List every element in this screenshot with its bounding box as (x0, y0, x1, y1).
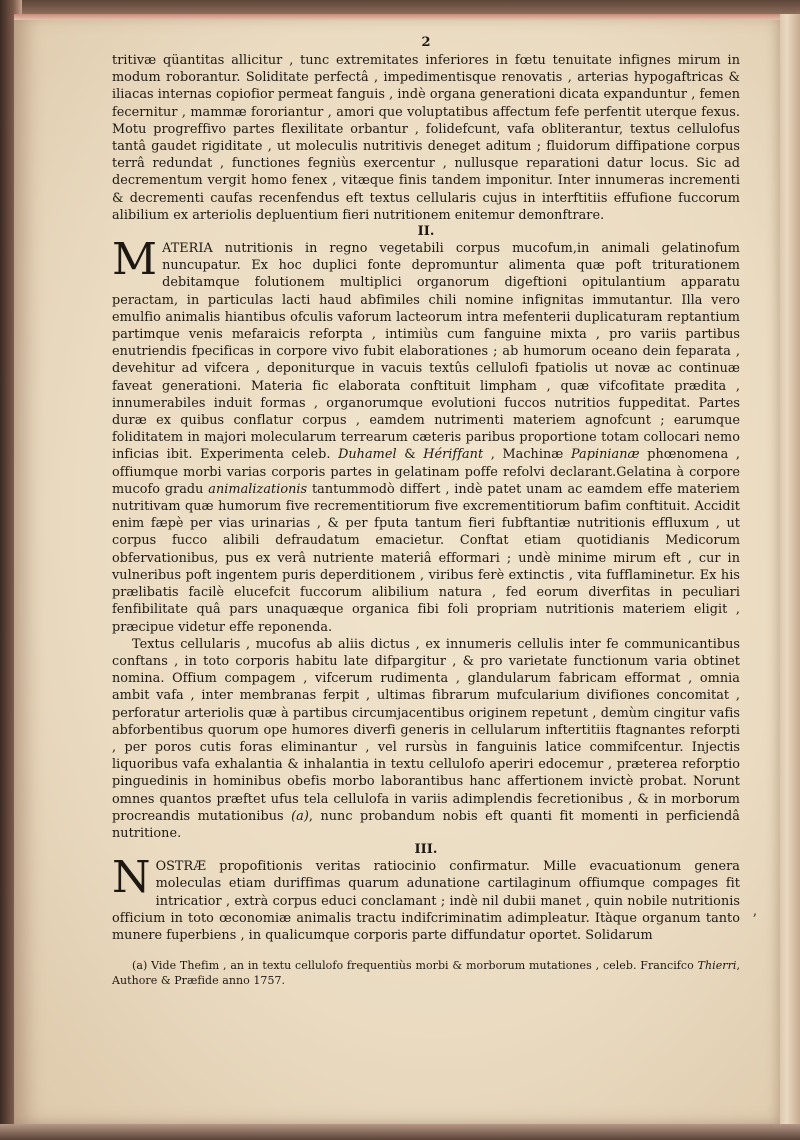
section-2-paragraph (112, 234, 740, 636)
section-2-text-d: tantummodò differt , indè patet unam ac eamdem effe materiem nutritivam quæ humorum five recrementitiorum five excrementitiorum bafim conftituit. Accidit enim fæpè per vias urinarias , & per fputa tantum fieri fubftantiæ nutritionis effluxum , ut corpus fucco alibili defraudatum emacietur. Conftat etiam quotidianis Medicorum obfervationibus, pus ex verâ nutriente materiâ efformari ; undè minime mirum eft , cur in vulneribus poft ingentem puris deperditionem , viribus ferè extinctis , vita fufflaminetur. Ex his prælibatis facilè elucefcit fuccorum alibilium natura , fed eorum diverfitas in peculiari fenfibilitate quâ pars unaquæque organica fibi foli propriam nutritionis materiem eligit , præcipue videtur effe reponenda. (112, 481, 740, 635)
footnote-marker: (a) (132, 959, 148, 973)
page-top-edge (14, 14, 780, 20)
ampersand: & (404, 447, 416, 463)
section-number-3: III. (414, 842, 438, 858)
term-animalizationis: animalizationis (208, 481, 308, 497)
book-binding-bottom (0, 1124, 800, 1140)
textus-text-end: , nunc probandum nobis eft quanti fit momenti in perficiendâ nutritione. (112, 808, 740, 841)
paragraph-continuation: tritivæ qüantitas allicitur , tunc extremitates inferiores in fœtu tenuitate infignes mirum in modum roborantur. Soliditate perfectâ , impedimentisque renovatis , arterias hypogaftricas & iliacas internas copiofior permeat fanguis , indè organa generationi dicata expanduntur , femen fecernitur , mammæ fororiantur , amori que voluptatibus affectum fefe perfentit uterque fexus. Motu progreffivo partes flexilitate orbantur , folidefcunt, vafa obliterantur, textus cellulofus tantâ gaudet rigiditate , ut moleculis nutritivis deneget aditum ; fluidorum diffipatione corpus terrâ redundat , functiones fegniùs exercentur , nullusque reparationi datur locus. Sic ad decrementum vergit homo fenex , vitæque finis tandem imponitur. Inter innumeras incrementi & decrementi caufas recenfendus eft textus cellularis cujus in interftitiis effufione fuccorum alibilium ex arteriolis depluentium fieri nutritionem enitemur demonftrare. (112, 53, 740, 223)
footnote-text: Vide Thefim , an in textu cellulofo frequentiùs morbi & morborum mutationes , celeb. Francifco (151, 959, 694, 973)
section-2-text-c: phœnomena , offiumque morbi varias corporis partes in gelatinam poffe refolvi declarant.Gelatina à corpore mucofo gradu (112, 447, 740, 497)
section-2-text-b: , Machinæ (490, 447, 564, 463)
page-number: 2 (421, 35, 431, 50)
paragraph-textus-cellularis (112, 636, 740, 842)
textus-text: Textus cellularis , mucofus ab aliis dictus , ex innumeris cellulis inter fe communicantibus conftans , in toto corporis habitu late difpargitur , & pro varietate functionum varia obtinet nomina. Offium compagem , vifcerum rudimenta , glandularum fabricam efformat , omnia ambit vafa , inter membranas ferpit , ultimas fibrarum mufcularium divifiones concomitat , perforatur arteriolis quæ à partibus circumjacentibus originem repetunt , demùm cingitur vafis abforbentibus quorum ope humores diverfi generis in cellularum inftertitiis ftagnantes reforpti , per poros cutis foras eliminantur , vel rursùs in fanguinis latice commifcentur. Injectis liquoribus vafa exhalantia & inhalantia in textu cellulofo aperiri edocemur , præterea reforptio pinguedinis in hominibus obefis morbo laborantibus hanc affertionem invictè probat. Norunt omnes quantos præftet ufus tela cellulofa in variis adimplendis fecretionibus , & in morborum procreandis mutationibus (112, 636, 740, 824)
name-duhamel: Duhamel (338, 447, 397, 463)
section-3-text: OSTRÆ propofitionis veritas ratiocinio confirmatur. Mille evacuationum genera moleculas etiam duriffimas quarum adunatione cartilaginum offiumque compages fit intricatior , extrà corpus educi conclamant ; indè nil dubii manet , quin nobile nutritionis officium in toto œconomiæ animalis tractu indifcriminatim adimpleatur. Itàque organum tanto munere fuperbiens , in qualicumque corporis parte diffundatur oportet. Solidarum (112, 859, 740, 943)
footnote (112, 958, 740, 988)
footnote-separator (112, 944, 740, 958)
margin-mark: ʼ (752, 912, 757, 928)
dropcap-n: N (112, 852, 151, 904)
name-herissant: Hériffant (423, 447, 484, 463)
footnote-name-thierri: Thierri (697, 959, 737, 973)
section-2-text: ATERIA nutritionis in regno vegetabili corpus mucofum,in animali gelatinofum nuncupatur. Ex hoc duplici fonte depromuntur alimenta quæ poft triturationem debitamque folutionem multiplici organorum digeftioni opitulantium apparatu peractam, in particulas lacti haud abfimiles chili nomine infignitas immutantur. Illa vero emulfio animalis hiantibus ofculis vaforum lacteorum intra mefenterii duplicaturam reptantium partimque venis mefaraicis reforpta , intimiùs cum fanguine mixta , pro variis partibus enutriendis fpecificas in corpore vivo fubit elaborationes ; ab humorum oceano dein feparata , devehitur ad vifcera , deponiturque in vacuis textûs cellulofi fpatiolis ut novæ ac continuæ faveat generationi. Materia fic elaborata conftituit limpham , quæ vifcofitate prædita , innumerabiles induit formas , organorumque evolutioni fuccos nutritios fuppeditat. Partes duræ ex quibus conflatur corpus , eamdem nutrimenti materiem agnofcunt ; earumque foliditatem in majori molecularum terrearum cæteris paribus proportione totam collocari nemo inficias ibit. Experimenta celeb. (112, 241, 740, 463)
footnote-reference: (a) (291, 808, 309, 824)
footnote-end: , Authore & Præfide anno 1757. (112, 959, 741, 988)
page-edge-right (778, 14, 800, 1124)
section-number-2: II. (417, 224, 435, 240)
page-text (112, 36, 740, 988)
name-papinianae: Papinianæ (570, 447, 640, 463)
dropcap-m: M (112, 234, 158, 286)
section-3-paragraph (112, 852, 740, 944)
